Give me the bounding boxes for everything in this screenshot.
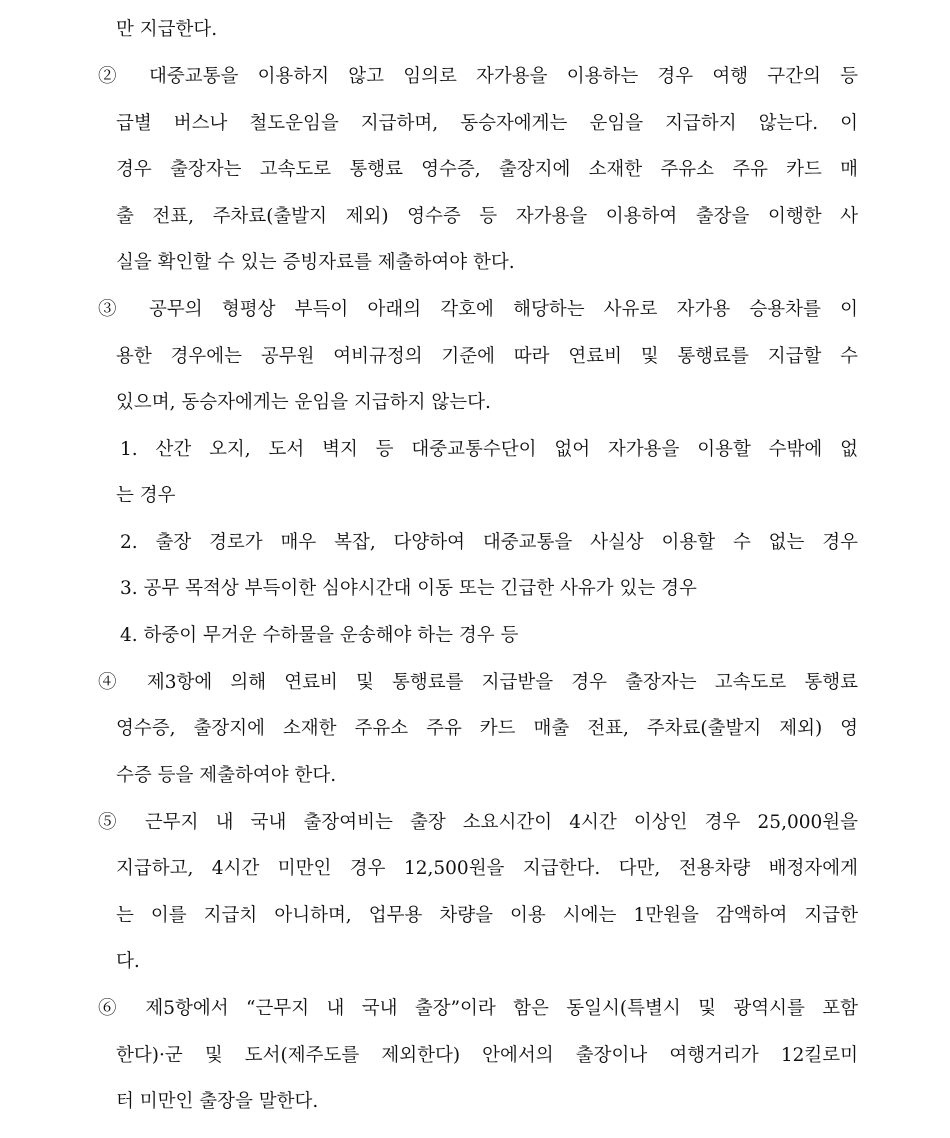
text-line: 터 미만인 출장을 말한다. (116, 1091, 319, 1112)
text-line: 급별 버스나 철도운임을 지급하며, 동승자에게는 운임을 지급하지 않는다. 이 (116, 113, 858, 134)
list-item-1-line: 1. 산간 오지, 도서 벽지 등 대중교통수단이 없어 자가용을 이용할 수밖에 없 (120, 439, 858, 460)
paragraph-4-line: ④ 제3항에 의해 연료비 및 통행료를 지급받을 경우 출장자는 고속도로 통행료 (98, 672, 858, 693)
list-item-2-line: 2. 출장 경로가 매우 복잡, 다양하여 대중교통을 사실상 이용할 수 없는 경우 (120, 532, 858, 553)
text-line: 실을 확인할 수 있는 증빙자료를 제출하여야 한다. (116, 252, 515, 273)
text-line: 용한 경우에는 공무원 여비규정의 기준에 따라 연료비 및 통행료를 지급할 수 (116, 346, 858, 367)
text-line: 있으며, 동승자에게는 운임을 지급하지 않는다. (116, 392, 491, 413)
text-line: 출 전표, 주차료(출발지 제외) 영수증 등 자가용을 이용하여 출장을 이행한 사 (116, 206, 858, 227)
paragraph-2-line: ② 대중교통을 이용하지 않고 임의로 자가용을 이용하는 경우 여행 구간의 등 (98, 66, 858, 87)
text-line: 는 경우 (116, 485, 176, 506)
text-line: 만 지급한다. (116, 19, 218, 40)
list-item-3-line: 3. 공무 목적상 부득이한 심야시간대 이동 또는 긴급한 사유가 있는 경우 (120, 578, 697, 599)
text-line: 영수증, 출장지에 소재한 주유소 주유 카드 매출 전표, 주차료(출발지 제외) 영 (116, 718, 858, 739)
text-line: 는 이를 지급치 아니하며, 업무용 차량을 이용 시에는 1만원을 감액하여 지급한 (116, 905, 858, 926)
text-line: 수증 등을 제출하여야 한다. (116, 765, 337, 786)
text-line: 지급하고, 4시간 미만인 경우 12,500원을 지급한다. 다만, 전용차량 배정자에게 (116, 858, 858, 879)
list-item-4-line: 4. 하중이 무거운 수하물을 운송해야 하는 경우 등 (120, 625, 519, 646)
paragraph-5-line: ⑤ 근무지 내 국내 출장여비는 출장 소요시간이 4시간 이상인 경우 25,000원을 (98, 812, 858, 833)
text-line: 다. (116, 951, 140, 972)
paragraph-3-line: ③ 공무의 형평상 부득이 아래의 각호에 해당하는 사유로 자가용 승용차를 이 (98, 299, 858, 320)
paragraph-6-line: ⑥ 제5항에서 “근무지 내 국내 출장”이라 함은 동일시(특별시 및 광역시를 포함 (98, 998, 858, 1019)
text-line: 경우 출장자는 고속도로 통행료 영수증, 출장지에 소재한 주유소 주유 카드 매 (116, 159, 858, 180)
text-line: 한다)·군 및 도서(제주도를 제외한다) 안에서의 출장이나 여행거리가 12킬로미 (116, 1045, 858, 1066)
